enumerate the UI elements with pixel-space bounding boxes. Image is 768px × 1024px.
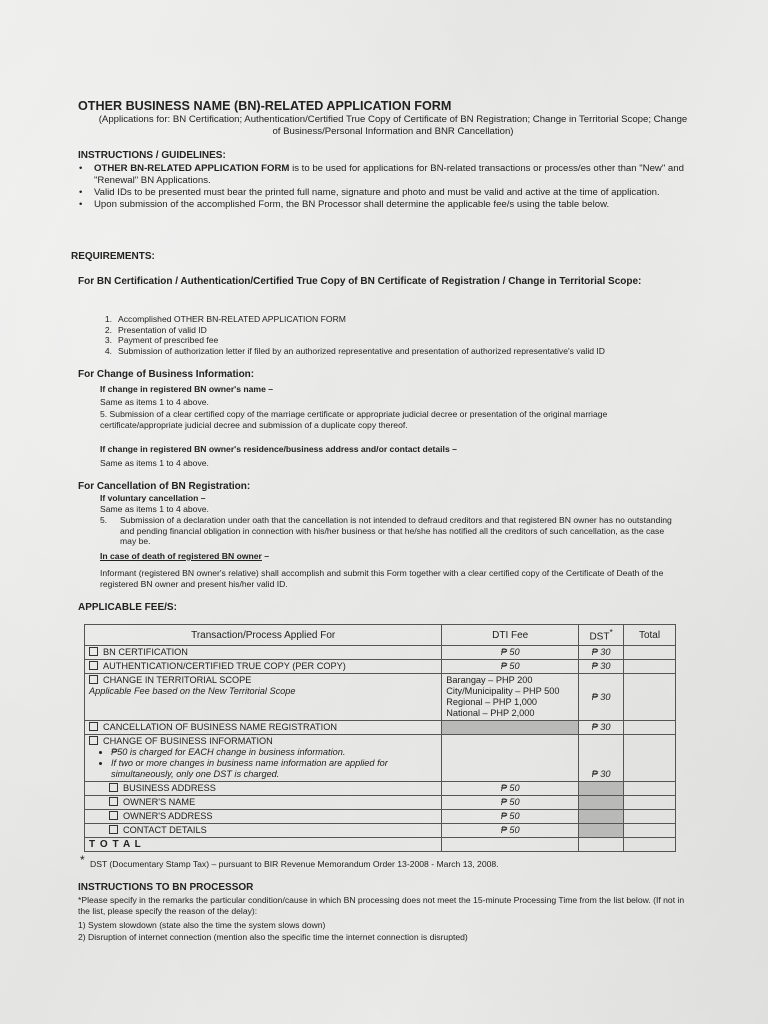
- total-row: [85, 838, 676, 852]
- instructions-heading: INSTRUCTIONS / GUIDELINES:: [78, 150, 226, 161]
- form-subtitle: (Applications for: BN Certification; Authentication/Certified True Copy of Certificate of BN Registration; Change in Territorial Scope; Change of Business/Personal Information and BNR Cancellation): [98, 114, 688, 137]
- col-dti-fee: DTI Fee: [442, 625, 579, 646]
- cancellation-heading: For Cancellation of BN Registration:: [78, 481, 251, 492]
- processor-item: 2) Disruption of internet connection (mention also the specific time the internet connection is disrupted): [78, 932, 468, 942]
- voluntary-heading: If voluntary cancellation –: [100, 493, 206, 503]
- requirement-item: 3. Payment of prescribed fee: [104, 335, 219, 345]
- shaded-cell: [442, 721, 579, 735]
- checkbox-territorial-scope[interactable]: [89, 675, 98, 684]
- same-items-note: Same as items 1 to 4 above.: [100, 458, 209, 468]
- cert-requirements-list: [96, 314, 605, 356]
- fees-heading: APPLICABLE FEE/S:: [78, 602, 177, 613]
- total-cell: [624, 735, 676, 782]
- table-row: CHANGE OF BUSINESS INFORMATION • ₱50 is charged for EACH change in business information. • If two or more changes in business name information are applied for simultaneously, only one DST is charged. ₱ 30: [85, 735, 676, 782]
- grand-total-cell: [624, 838, 676, 852]
- territorial-fee-list: Barangay – PHP 200 City/Municipality – PHP 500 Regional – PHP 1,000 National – PHP 2,000: [442, 674, 579, 721]
- table-row: AUTHENTICATION/CERTIFIED TRUE COPY (PER COPY) ₱ 50 ₱ 30: [85, 660, 676, 674]
- footnote-star: *: [80, 853, 85, 867]
- processor-heading: INSTRUCTIONS TO BN PROCESSOR: [78, 882, 254, 893]
- table-row: CHANGE IN TERRITORIAL SCOPE Applicable Fee based on the New Territorial Scope Barangay – PHP 200 City/Municipality – PHP 500 Regional – PHP 1,000 National – PHP 2,000 ₱ 30: [85, 674, 676, 721]
- total-cell: [624, 782, 676, 796]
- checkbox-cancellation[interactable]: [89, 722, 98, 731]
- total-cell: [624, 810, 676, 824]
- requirement-item: 2. Presentation of valid ID: [104, 324, 207, 335]
- instruction-bold: OTHER BN-RELATED APPLICATION FORM: [94, 163, 290, 174]
- processor-item: 1) System slowdown (state also the time the system slows down): [78, 920, 326, 930]
- processor-instructions: *Please specify in the remarks the particular condition/cause in which BN processing does not meet the 15-minute Processing Time from the list below. (If not in the list, please specify the reason of the delay):: [78, 895, 685, 916]
- death-requirement: Informant (registered BN owner's relative) shall accomplish and submit this Form together with a clear certified copy of the Certificate of Death of the registered BN owner and present his/her valid ID.: [100, 568, 664, 589]
- table-row: BN CERTIFICATION ₱ 50 ₱ 30: [85, 646, 676, 660]
- cert-requirements-heading: For BN Certification / Authentication/Certified True Copy of BN Certificate of Registration / Change in Territorial Scope:: [78, 276, 642, 287]
- total-cell: [624, 824, 676, 838]
- table-row: OWNER'S ADDRESS ₱ 50: [85, 810, 676, 824]
- table-row: BUSINESS ADDRESS ₱ 50: [85, 782, 676, 796]
- table-header-row: [85, 625, 676, 646]
- col-total: Total: [624, 625, 676, 646]
- col-dst: DST*: [579, 625, 624, 646]
- col-transaction: Transaction/Process Applied For: [85, 625, 442, 646]
- checkbox-owners-address[interactable]: [109, 811, 118, 820]
- fees-table: [84, 624, 676, 852]
- table-row: CONTACT DETAILS ₱ 50: [85, 824, 676, 838]
- instruction-text: is to be used for applications for BN-related transactions or process/es other than "New" and "Renewal" BN Applications.: [94, 163, 684, 186]
- total-label: T O T A L: [85, 838, 442, 852]
- cancel-item-number: 5.: [100, 515, 108, 525]
- total-cell: [624, 660, 676, 674]
- shaded-cell: [579, 810, 624, 824]
- checkbox-business-address[interactable]: [109, 783, 118, 792]
- requirement-item: 1. Accomplished OTHER BN-RELATED APPLICATION FORM: [104, 314, 346, 324]
- change-info-heading: For Change of Business Information:: [78, 369, 255, 380]
- change-info-notes: • ₱50 is charged for EACH change in business information. • If two or more changes in business name information are applied for simultaneously, only one DST is charged.: [89, 747, 437, 780]
- change-address-heading: If change in registered BN owner's residence/business address and/or contact details –: [100, 444, 457, 454]
- checkbox-authentication[interactable]: [89, 661, 98, 670]
- table-row: OWNER'S NAME ₱ 50: [85, 796, 676, 810]
- same-items-note: Same as items 1 to 4 above.: [100, 397, 209, 407]
- change-name-heading: If change in registered BN owner's name –: [100, 384, 274, 394]
- form-title: OTHER BUSINESS NAME (BN)-RELATED APPLICATION FORM: [78, 99, 452, 113]
- checkbox-change-business-info[interactable]: [89, 736, 98, 745]
- requirements-heading: REQUIREMENTS:: [71, 251, 155, 262]
- instruction-item: • Valid IDs to be presented must bear the printed full name, signature and photo and must be valid and active at the time of application.: [76, 187, 688, 199]
- dst-footnote: DST (Documentary Stamp Tax) – pursuant to BIR Revenue Memorandum Order 13-2008 - March 13, 2008.: [90, 859, 499, 869]
- checkbox-contact-details[interactable]: [109, 825, 118, 834]
- same-items-note: Same as items 1 to 4 above.: [100, 504, 209, 514]
- death-heading-line: In case of death of registered BN owner –: [100, 551, 270, 561]
- total-cell: [624, 646, 676, 660]
- checkbox-owners-name[interactable]: [109, 797, 118, 806]
- shaded-cell: [579, 782, 624, 796]
- table-row: CANCELLATION OF BUSINESS NAME REGISTRATION ₱ 30: [85, 721, 676, 735]
- total-cell: [624, 721, 676, 735]
- instructions-list: [76, 163, 688, 211]
- death-heading: In case of death of registered BN owner: [100, 551, 262, 561]
- shaded-cell: [579, 796, 624, 810]
- requirement-item: 4. Submission of authorization letter if filed by an authorized representative and presentation of authorized representative's valid ID: [104, 345, 605, 356]
- checkbox-bn-certification[interactable]: [89, 647, 98, 656]
- total-cell: [624, 674, 676, 721]
- instruction-item: [76, 163, 688, 187]
- marriage-requirement: 5. Submission of a clear certified copy of the marriage certificate or appropriate judicial decree or presentation of the original marriage certificate/appropriate judicial decree and submission of a duplicate copy thereof.: [100, 409, 608, 430]
- cancel-requirement: Submission of a declaration under oath that the cancellation is not intended to defraud creditors and that registered BN owner has no outstanding and pending financial obligation in connection with his/her business or that he/she has notified all the creditors of such cancellation, as the case may be.: [120, 515, 672, 546]
- shaded-cell: [579, 824, 624, 838]
- total-cell: [624, 796, 676, 810]
- instruction-item: • Upon submission of the accomplished Form, the BN Processor shall determine the applicable fee/s using the table below.: [76, 199, 688, 211]
